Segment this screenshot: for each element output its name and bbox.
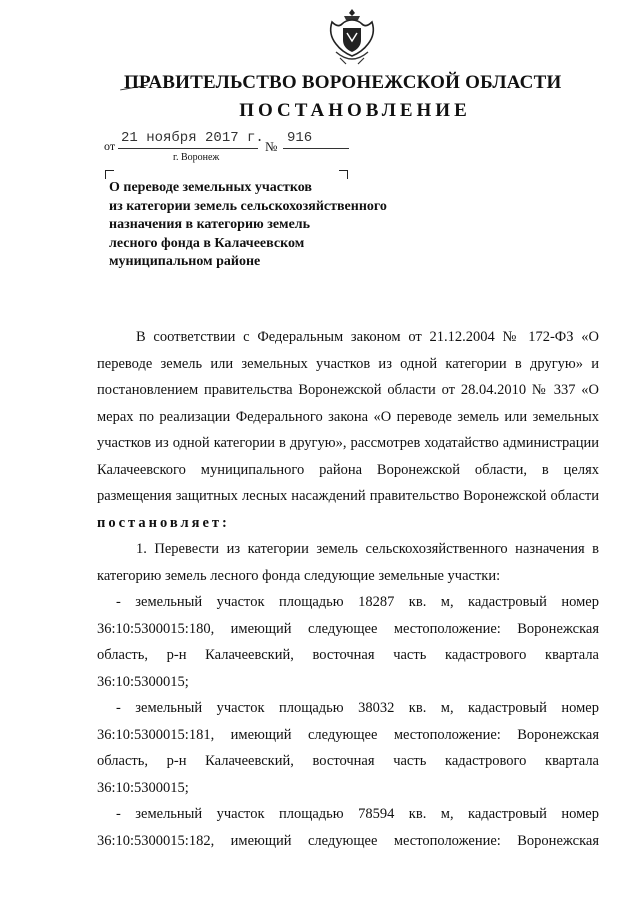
number-underline (283, 148, 349, 149)
plot-paragraph: - земельный участок площадью 38032 кв. м, кадастровый номер 36:10:5300015:181, имеющий следующее местоположение: Воронежская область, р-н Калачеевский, восточная часть кадастрового квартала 36:10:5300015; (97, 700, 599, 796)
corner-mark-right (339, 170, 348, 179)
document-date: 21 ноября 2017 г. (121, 130, 264, 146)
subject-line: лесного фонда в Калачеевском (109, 235, 305, 251)
preamble-text: В соответствии с Федеральным законом от 21.12.2004 № 172-ФЗ «О переводе земель или земельных участков из одной категории в другую» и постановлением правительства Воронежской области от 28.04.2010 № 337 «О мерах по реализации Федерального закона «О переводе земель или земельных участков из одной категории в другую», рассмотрев ходатайство администрации Калачеевского муниципального района Воронежской области, в целях размещения защитных лесных насаждений правительство Воронежской области (97, 329, 599, 504)
subject-line: назначения в категорию земель (109, 217, 311, 232)
date-underline (118, 148, 258, 149)
number-sign: № (265, 139, 278, 154)
document-type: ПОСТАНОВЛЕНИЕ (239, 100, 471, 121)
document-subject (109, 179, 439, 272)
coat-of-arms-icon (326, 6, 378, 68)
date-prefix: от (104, 139, 116, 153)
city-label: г. Воронеж (173, 152, 220, 163)
document-number: 916 (287, 130, 313, 146)
preamble-paragraph (97, 324, 599, 536)
resolves-word: постановляет: (97, 514, 230, 531)
subject-line: муниципальном районе (109, 254, 261, 269)
plot-paragraph: - земельный участок площадью 78594 кв. м, кадастровый номер 36:10:5300015:182, имеющий следующее местоположение: Воронежская (97, 806, 599, 849)
plot-paragraph: - земельный участок площадью 18287 кв. м, кадастровый номер 36:10:5300015:180, имеющий следующее местоположение: Воронежская область, р-н Калачеевский, восточная часть кадастрового квартала 36:10:5300015; (97, 594, 599, 690)
corner-mark-left (105, 170, 114, 179)
subject-line: О переводе земельных участков (109, 180, 312, 195)
subject-line: из категории земель сельскохозяйственного (109, 198, 387, 214)
document-body (97, 324, 599, 854)
government-title: ПРАВИТЕЛЬСТВО ВОРОНЕЖСКОЙ ОБЛАСТИ (124, 72, 562, 93)
item-1-paragraph: 1. Перевести из категории земель сельскохозяйственного назначения в категорию земель лесного фонда следующие земельные участки: (97, 541, 599, 584)
